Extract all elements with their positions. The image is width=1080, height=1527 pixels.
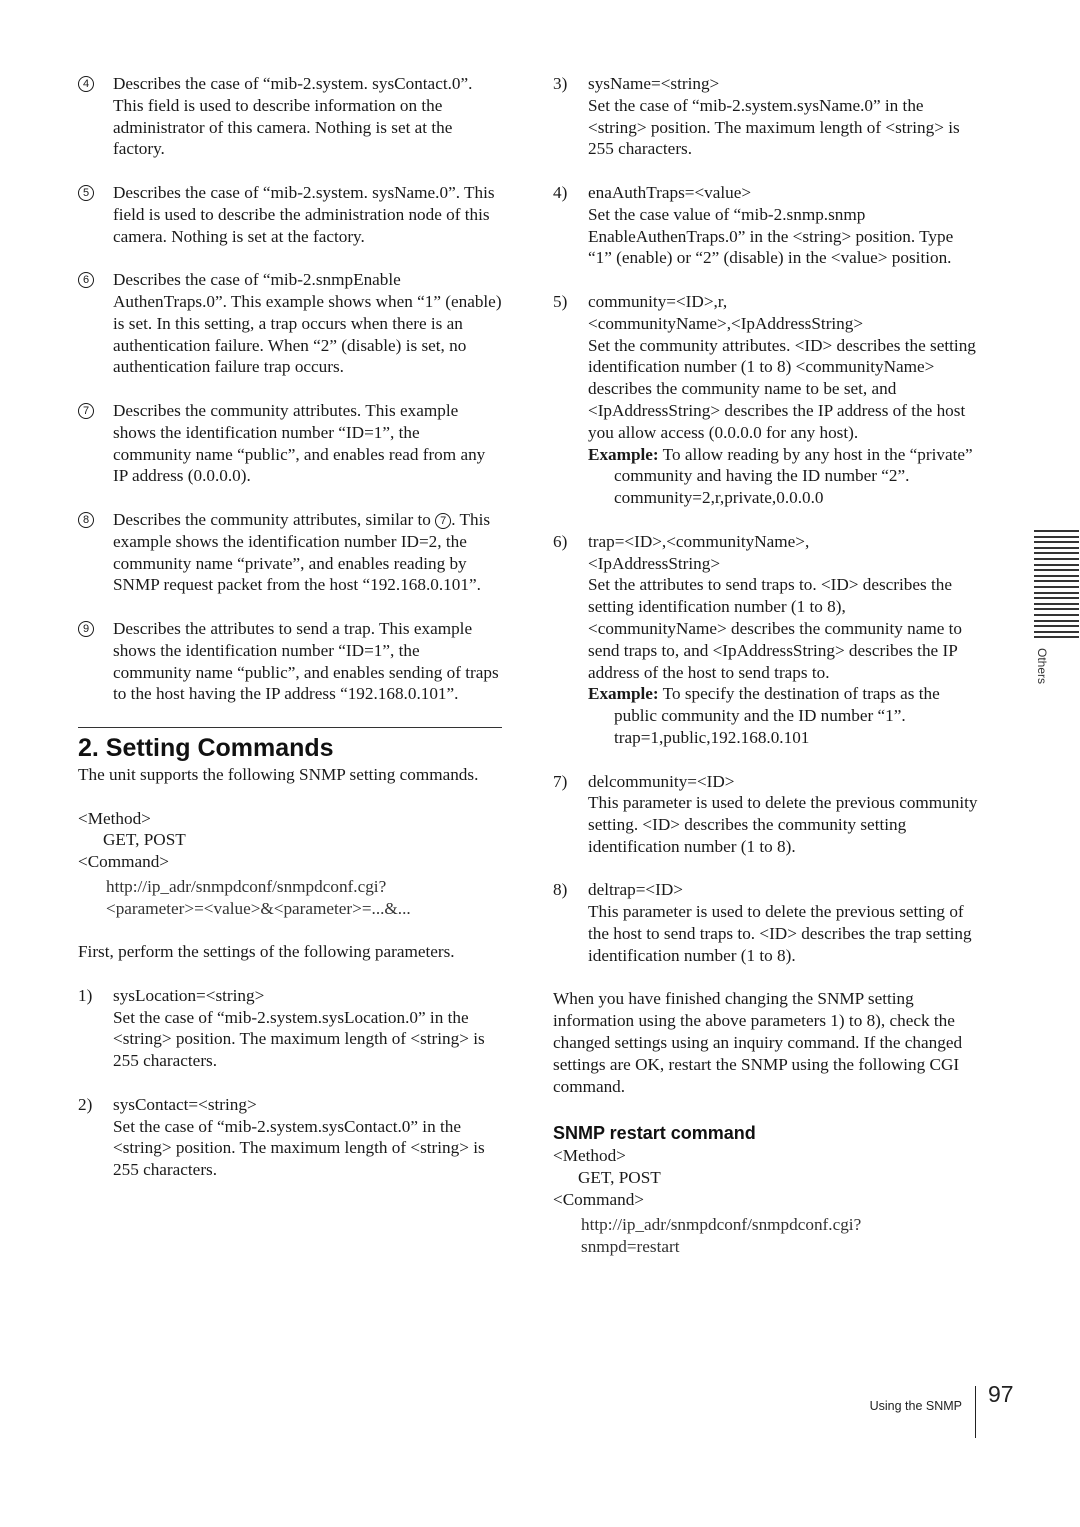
page-number: 97 — [988, 1381, 1014, 1407]
finish-text: When you have finished changing the SNMP setting information using the above parameters 1) to 8), check the changed settings using an inquiry command. If the changed settings are OK, restart the SNMP using the following CGI command. — [553, 989, 963, 1096]
param-8 — [553, 879, 981, 966]
param-number: 4) — [553, 182, 568, 202]
section-title: 2. Setting Commands — [78, 727, 502, 764]
param-name-continued: <communityName>,<IpAddressString> — [588, 313, 864, 333]
param-number: 2) — [78, 1094, 93, 1114]
param-number: 1) — [78, 985, 93, 1005]
param-name: sysLocation=<string> — [113, 985, 265, 1005]
param-desc: Set the case value of “mib-2.snmp.snmp EnableAuthenTraps.0” in the <string> position. Type “1” (enable) or “2” (disable) in the <value> position. — [588, 204, 954, 268]
item-text: Describes the case of “mib-2.system. sysName.0”. This field is used to describe the administration node of this camera. Nothing is set at the factory. — [113, 182, 495, 246]
example-code: trap=1,public,192.168.0.101 — [614, 727, 810, 747]
circled-number-7: 7 — [78, 403, 94, 419]
param-name: delcommunity=<ID> — [588, 771, 735, 791]
right-column — [553, 73, 981, 1257]
example-label: Example: — [588, 684, 659, 704]
circled-item-4 — [78, 73, 502, 160]
param-desc: Set the case of “mib-2.system.sysContact.0” in the <string> position. The maximum length of <string> is 255 characters. — [113, 1116, 485, 1180]
method-label: <Method> — [78, 808, 151, 828]
side-tab-stripes — [1034, 530, 1079, 642]
param-name: deltrap=<ID> — [588, 880, 683, 900]
command-line-2: <parameter>=<value>&<parameter>=...&... — [106, 898, 411, 918]
param-4 — [553, 182, 981, 269]
example — [588, 683, 981, 727]
item-text: Describes the attributes to send a trap. This example shows the identification number “ID=1”, the community name “public”, and enables sending of traps to the host having the IP address “192.168.0.101”. — [113, 618, 499, 704]
command-label: <Command> — [78, 852, 169, 872]
item-text — [113, 509, 502, 596]
command-line-2: snmpd=restart — [581, 1236, 680, 1256]
circled-item-7 — [78, 400, 502, 487]
restart-heading: SNMP restart command — [553, 1123, 756, 1144]
circled-number-5: 5 — [78, 185, 94, 201]
param-6 — [553, 531, 981, 749]
intro-text: The unit supports the following SNMP setting commands. — [78, 764, 479, 784]
param-desc: Set the attributes to send traps to. <ID> describes the setting identification number (1 to 8), <communityName> describes the community name to send traps to, and <IpAddressString> describes the IP address of the host to send traps to. — [588, 575, 963, 682]
command-line-1: http://ip_adr/snmpdconf/snmpdconf.cgi? — [581, 1214, 862, 1234]
inline-circled-number: 7 — [435, 513, 451, 529]
param-name: sysContact=<string> — [113, 1094, 257, 1114]
param-3 — [553, 73, 981, 160]
param-1 — [78, 985, 502, 1072]
item-text: Describes the community attributes. This example shows the identification number “ID=1”, the community name “public”, and enables read from any IP address (0.0.0.0). — [113, 400, 486, 486]
param-desc: This parameter is used to delete the previous community setting. <ID> describes the community setting identification number (1 to 8). — [588, 793, 978, 856]
param-number: 8) — [553, 880, 568, 900]
param-desc: This parameter is used to delete the previous setting of the host to send traps to. <ID> describes the trap setting identification number (1 to 8). — [588, 902, 972, 965]
param-number: 7) — [553, 771, 568, 791]
circled-number-9: 9 — [78, 621, 94, 637]
example-text: To specify the destination of traps as the public community and the ID number “1”. — [614, 684, 940, 726]
circled-item-6 — [78, 269, 502, 378]
example-text: To allow reading by any host in the “private” community and having the ID number “2”. — [614, 444, 973, 486]
param-number: 3) — [553, 74, 568, 93]
method-label: <Method> — [553, 1146, 626, 1166]
command-line-1: http://ip_adr/snmpdconf/snmpdconf.cgi? — [106, 876, 387, 896]
circled-item-9 — [78, 618, 502, 705]
param-desc: Set the case of “mib-2.system.sysLocation.0” in the <string> position. The maximum length of <string> is 255 characters. — [113, 1007, 485, 1071]
item-text: Describes the case of “mib-2.system. sysContact.0”. This field is used to describe information on the administrator of this camera. Nothing is set at the factory. — [113, 74, 473, 159]
left-column — [78, 73, 502, 1203]
param-number: 5) — [553, 291, 568, 311]
circled-item-5 — [78, 182, 502, 247]
param-name: community=<ID>,r, — [588, 291, 728, 311]
param-name: trap=<ID>,<communityName>, — [588, 531, 810, 551]
param-7 — [553, 771, 981, 858]
param-name: sysName=<string> — [588, 74, 720, 93]
item-text-after: . This example shows the identification number ID=2, the community name “private”, and enables reading by SNMP request packet from the host “192.168.0.101”. — [113, 509, 491, 595]
item-text-before: Describes the community attributes, similar to — [113, 509, 436, 529]
method-value: GET, POST — [103, 830, 186, 850]
command-label: <Command> — [553, 1190, 644, 1210]
footer-section-title: Using the SNMP — [869, 1399, 962, 1413]
param-name: enaAuthTraps=<value> — [588, 182, 752, 202]
example-code: community=2,r,private,0.0.0.0 — [614, 488, 824, 508]
footer-divider — [975, 1386, 976, 1438]
param-desc: Set the community attributes. <ID> describes the setting identification number (1 to 8) <communityName> describes the community name to be set, and <IpAddressString> describes the IP address of the host you allow access (0.0.0.0 for any host). — [588, 335, 976, 442]
side-tab-label: Others — [1035, 648, 1049, 685]
method-value: GET, POST — [578, 1168, 661, 1188]
first-perform-text: First, perform the settings of the following parameters. — [78, 942, 455, 962]
circled-number-8: 8 — [78, 512, 94, 528]
param-2 — [78, 1094, 502, 1181]
circled-item-8 — [78, 509, 502, 596]
circled-number-4: 4 — [78, 76, 94, 92]
item-text: Describes the case of “mib-2.snmpEnable AuthenTraps.0”. This example shows when “1” (enable) is set. In this setting, a trap occurs when there is an authentication failure. When “2” (disable) is set, no authentication failure trap occurs. — [113, 270, 502, 377]
param-5 — [553, 291, 981, 509]
param-name-continued: <IpAddressString> — [588, 553, 721, 573]
example — [588, 444, 981, 488]
param-desc: Set the case of “mib-2.system.sysName.0” in the <string> position. The maximum length of <string> is 255 characters. — [588, 95, 960, 159]
example-label: Example: — [588, 444, 659, 464]
circled-number-6: 6 — [78, 272, 94, 288]
param-number: 6) — [553, 531, 568, 551]
